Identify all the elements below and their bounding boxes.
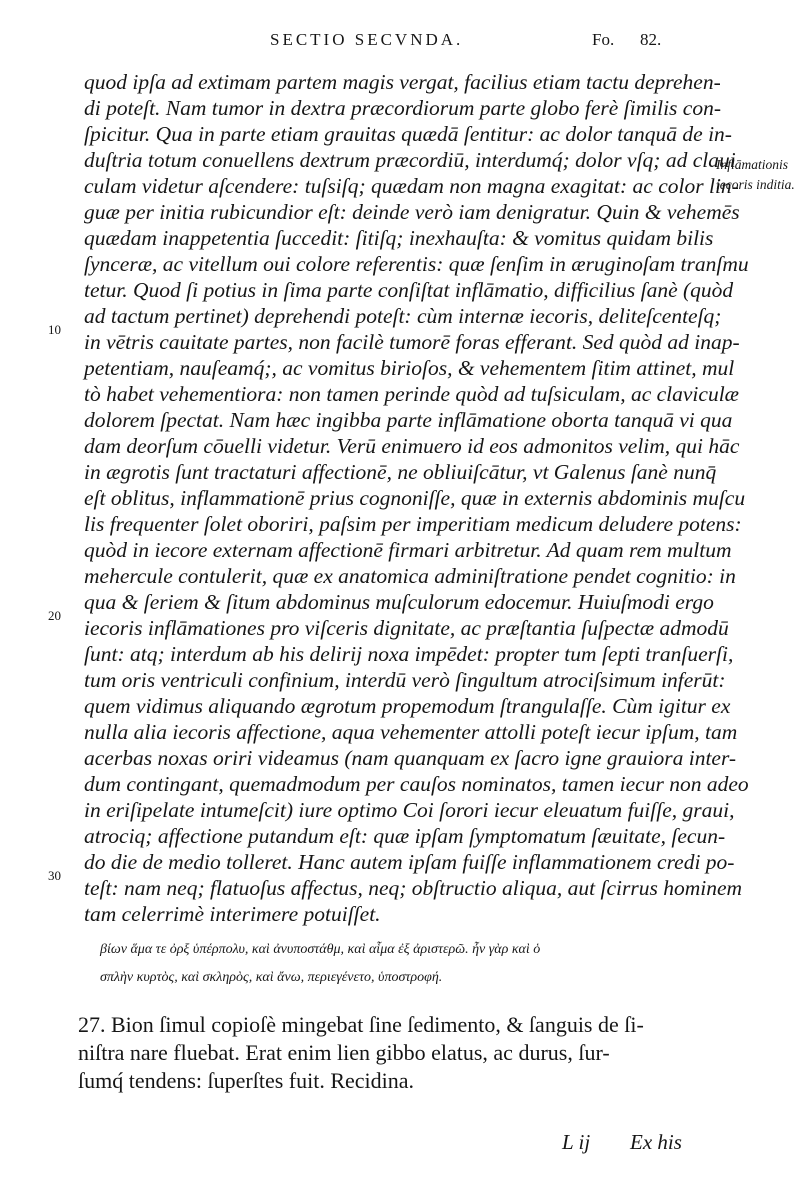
line-number: 30 [48, 868, 61, 883]
translation-line: ſumq́ tendens: ſuperſtes fuit. Recidina. [78, 1068, 415, 1093]
text-line: acerbas noxas oriri videamus (nam quanquam ex ſacro igne grauiora inter- [84, 746, 737, 770]
text-line: teſt: nam neq; flatuoſus affectus, neq; obſtructio aliqua, aut ſcirrus hominem [84, 876, 743, 900]
text-line: qua & ſeriem & ſitum abdominus muſculorum edocemur. Huiuſmodi ergo [84, 590, 714, 614]
greek-text-line: σπλὴν κυρτὸς, καὶ σκληρὸς, καὶ ἄνω, περιεγένετο, ὑποστροφή. [100, 970, 443, 985]
text-line: in ægrotis ſunt tractaturi affectionē, ne obliuiſcātur, vt Galenus ſanè nunq̄ [84, 460, 717, 484]
catchword: Ex his [630, 1130, 682, 1154]
text-line: ſunt: atq; interdum ab his delirij noxa impēdet: propter tum ſepti tranſuerſi, [84, 642, 734, 666]
text-line: dolorem ſpectat. Nam hæc ingibba parte inflāmatione oborta tanquā vi qua [84, 408, 733, 432]
text-line: atrociq; affectione putandum eſt: quæ ipſam ſymptomatum ſæuitate, ſecun- [84, 824, 726, 848]
marginal-note: Inflāmationis [716, 157, 789, 172]
text-line: ſpicitur. Qua in parte etiam grauitas quædā ſentitur: ac dolor tanquā de in- [84, 122, 732, 146]
line-number: 10 [48, 322, 61, 337]
text-line: quod ipſa ad extimam partem magis vergat, facilius etiam tactu deprehen- [84, 70, 721, 94]
line-number: 20 [48, 608, 61, 623]
greek-text-line: βίων ἅμα τε ὀρξ ὑπέρπολυ, καὶ ἀνυποστάθμ, καὶ αἷμα ἐξ ἀριστερῶ. ἦν γὰρ καὶ ὁ [100, 942, 541, 957]
text-line: quòd in iecore externam affectionē firmari arbitretur. Ad quam rem multum [84, 538, 732, 562]
running-head: SECTIO SECVNDA. [270, 30, 464, 49]
text-line: culam videtur aſcendere: tuſsiſq; quædam non magna exagitat: ac color lin- [84, 174, 739, 198]
text-line: tetur. Quod ſi potius in ſima parte conſiſtat inflāmatio, difficilius ſanè (quòd [84, 278, 734, 302]
text-line: dum contingant, quemadmodum per cauſos nominatos, tamen iecur non adeo [84, 772, 749, 796]
text-line: di poteſt. Nam tumor in dextra præcordiorum parte globo ferè ſimilis con- [84, 96, 722, 120]
folio-label: Fo. [592, 30, 615, 49]
text-line: dam deorſum cōuelli videtur. Verū enimuero id eos admonitos velim, qui hāc [84, 434, 740, 458]
text-line: quem vidimus aliquando ægrotum propemodum ſtrangulaſſe. Cùm igitur ex [84, 694, 731, 718]
marginal-note: iecoris inditia. [716, 177, 795, 192]
text-line: tò habet vehementiora: non tamen perinde quòd ad tuſsiculam, ac claviculæ [84, 382, 740, 406]
text-line: in eriſipelate intumeſcit) iure optimo Coi ſorori iecur eleuatum fuiſſe, graui, [84, 798, 735, 822]
signature-mark: L ij [562, 1130, 591, 1154]
folio-number: 82. [640, 30, 662, 49]
text-line: do die de medio tolleret. Hanc autem ipſam fuiſſe inflammationem credi po- [84, 850, 735, 874]
translation-line: niſtra nare fluebat. Erat enim lien gibbo elatus, ac durus, ſur- [78, 1040, 610, 1065]
text-line: ad tactum pertinet) deprehendi poteſt: cùm internæ iecoris, deliteſcenteſq; [84, 304, 722, 328]
text-line: tum oris ventriculi confinium, interdū verò ſingultum atrociſsimum inferūt: [84, 668, 726, 692]
translation-line: 27. Bion ſimul copioſè mingebat ſine ſedimento, & ſanguis de ſi- [78, 1012, 644, 1037]
text-line: mehercule contulerit, quæ ex anatomica adminiſtratione pendet cognitio: in [84, 564, 736, 588]
text-line: eſt oblitus, inflammationē prius cognoniſſe, quæ in externis abdominis muſcu [84, 486, 746, 510]
text-line: nulla alia iecoris affectione, aqua vehementer attolli poteſt iecur ipſum, tam [84, 720, 738, 744]
text-line: duſtria totum conuellens dextrum præcordiū, interdumq́; dolor vſq; ad claui [84, 148, 736, 172]
text-line: petentiam, nauſeamq́;, ac vomitus birioſos, & vehementem ſitim attinet, mul [84, 356, 735, 380]
text-line: in vētris cauitate partes, non facilè tumorē foras efferant. Sed quòd ad inap- [84, 330, 740, 354]
text-line: tam celerrimè interimere potuiſſet. [84, 902, 381, 926]
text-line: ſynceræ, ac vitellum oui colore referentis: quæ ſenſim in æruginoſam tranſmu [84, 252, 749, 276]
text-line: lis frequenter ſolet oboriri, paſsim per imperitiam medicum deludere potens: [84, 512, 742, 536]
text-line: quædam inappetentia ſuccedit: ſitiſq; inexhauſta: & vomitus quidam bilis [84, 226, 714, 250]
text-line: guæ per initia rubicundior eſt: deinde verò iam denigratur. Quin & vehemēs [84, 200, 740, 224]
text-line: iecoris inflāmationes pro viſceris dignitate, ac præſtantia ſuſpectæ admodū [84, 616, 729, 640]
